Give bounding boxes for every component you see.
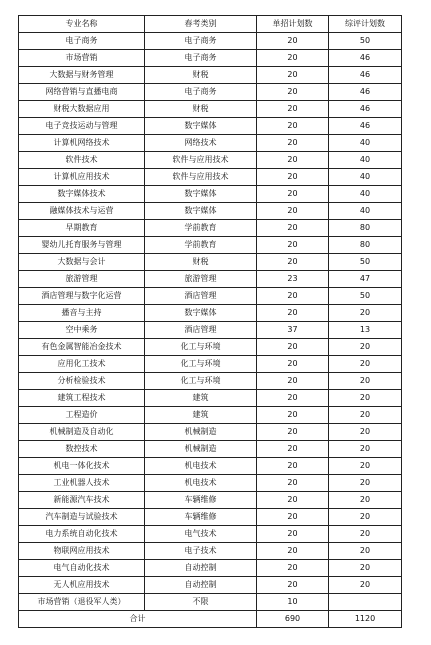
single-plan-cell: 20 [257, 152, 329, 169]
single-plan-cell: 10 [257, 594, 329, 611]
major-name-cell: 无人机应用技术 [19, 577, 145, 594]
table-row [19, 169, 402, 186]
category-cell: 建筑 [145, 390, 257, 407]
category-cell: 电子技术 [145, 543, 257, 560]
table-row [19, 577, 402, 594]
category-cell: 旅游管理 [145, 271, 257, 288]
comprehensive-plan-cell: 46 [329, 101, 402, 118]
comprehensive-plan-cell: 40 [329, 203, 402, 220]
category-cell: 酒店管理 [145, 322, 257, 339]
category-cell: 自动控制 [145, 560, 257, 577]
single-plan-cell: 20 [257, 458, 329, 475]
table-row [19, 254, 402, 271]
comprehensive-plan-cell: 40 [329, 186, 402, 203]
table-row [19, 339, 402, 356]
major-name-cell: 工业机器人技术 [19, 475, 145, 492]
comprehensive-plan-cell: 20 [329, 390, 402, 407]
category-cell: 软件与应用技术 [145, 169, 257, 186]
major-name-cell: 空中乘务 [19, 322, 145, 339]
category-cell: 学前教育 [145, 237, 257, 254]
category-cell: 车辆维修 [145, 509, 257, 526]
major-name-cell: 市场营销 [19, 50, 145, 67]
major-name-cell: 大数据与财务管理 [19, 67, 145, 84]
table-row [19, 135, 402, 152]
table-row [19, 390, 402, 407]
comprehensive-plan-cell: 20 [329, 526, 402, 543]
comprehensive-plan-cell: 20 [329, 475, 402, 492]
enrollment-plan-sheet [18, 15, 401, 628]
single-plan-cell: 20 [257, 169, 329, 186]
comprehensive-plan-cell: 40 [329, 152, 402, 169]
table-row [19, 424, 402, 441]
major-name-cell: 汽车制造与试验技术 [19, 509, 145, 526]
category-cell: 电子商务 [145, 84, 257, 101]
category-cell: 财税 [145, 67, 257, 84]
table-row [19, 33, 402, 50]
single-plan-cell: 20 [257, 475, 329, 492]
category-cell: 财税 [145, 101, 257, 118]
comprehensive-plan-cell [329, 594, 402, 611]
table-row [19, 237, 402, 254]
major-name-cell: 数控技术 [19, 441, 145, 458]
single-plan-cell: 23 [257, 271, 329, 288]
table-footer [19, 611, 402, 628]
major-name-cell: 酒店管理与数字化运营 [19, 288, 145, 305]
category-cell: 数字媒体 [145, 305, 257, 322]
single-plan-cell: 20 [257, 186, 329, 203]
category-cell: 不限 [145, 594, 257, 611]
table-row [19, 594, 402, 611]
single-plan-cell: 20 [257, 390, 329, 407]
major-name-cell: 数字媒体技术 [19, 186, 145, 203]
major-name-cell: 计算机网络技术 [19, 135, 145, 152]
table-row [19, 441, 402, 458]
major-name-cell: 早期教育 [19, 220, 145, 237]
single-plan-cell: 20 [257, 543, 329, 560]
header-spring-exam-category: 春考类别 [145, 16, 257, 33]
header-row [19, 16, 402, 33]
major-name-cell: 融媒体技术与运营 [19, 203, 145, 220]
table-row [19, 84, 402, 101]
major-name-cell: 有色金属智能冶金技术 [19, 339, 145, 356]
comprehensive-plan-cell: 20 [329, 424, 402, 441]
category-cell: 化工与环境 [145, 339, 257, 356]
single-plan-cell: 20 [257, 118, 329, 135]
category-cell: 酒店管理 [145, 288, 257, 305]
single-plan-cell: 20 [257, 50, 329, 67]
single-plan-cell: 20 [257, 305, 329, 322]
category-cell: 机械制造 [145, 424, 257, 441]
table-row [19, 509, 402, 526]
table-row [19, 322, 402, 339]
major-name-cell: 婴幼儿托育服务与管理 [19, 237, 145, 254]
table-row [19, 101, 402, 118]
single-plan-cell: 20 [257, 135, 329, 152]
comprehensive-plan-cell: 20 [329, 543, 402, 560]
category-cell: 软件与应用技术 [145, 152, 257, 169]
single-plan-cell: 20 [257, 67, 329, 84]
major-name-cell: 市场营销（退役军人类） [19, 594, 145, 611]
major-name-cell: 新能源汽车技术 [19, 492, 145, 509]
comprehensive-plan-cell: 47 [329, 271, 402, 288]
single-plan-cell: 20 [257, 339, 329, 356]
single-plan-cell: 20 [257, 509, 329, 526]
total-comprehensive-eval: 1120 [329, 611, 402, 628]
table-row [19, 458, 402, 475]
comprehensive-plan-cell: 20 [329, 373, 402, 390]
major-name-cell: 电子竞技运动与管理 [19, 118, 145, 135]
major-name-cell: 计算机应用技术 [19, 169, 145, 186]
major-name-cell: 软件技术 [19, 152, 145, 169]
major-name-cell: 机电一体化技术 [19, 458, 145, 475]
table-row [19, 492, 402, 509]
single-plan-cell: 20 [257, 288, 329, 305]
comprehensive-plan-cell: 46 [329, 84, 402, 101]
comprehensive-plan-cell: 20 [329, 356, 402, 373]
category-cell: 化工与环境 [145, 373, 257, 390]
total-row [19, 611, 402, 628]
major-name-cell: 电气自动化技术 [19, 560, 145, 577]
single-plan-cell: 20 [257, 254, 329, 271]
major-name-cell: 应用化工技术 [19, 356, 145, 373]
table-row [19, 220, 402, 237]
category-cell: 自动控制 [145, 577, 257, 594]
major-name-cell: 大数据与会计 [19, 254, 145, 271]
single-plan-cell: 20 [257, 407, 329, 424]
single-plan-cell: 20 [257, 220, 329, 237]
category-cell: 电子商务 [145, 50, 257, 67]
comprehensive-plan-cell: 50 [329, 288, 402, 305]
single-plan-cell: 20 [257, 237, 329, 254]
table-row [19, 67, 402, 84]
table-body [19, 33, 402, 611]
major-name-cell: 电力系统自动化技术 [19, 526, 145, 543]
comprehensive-plan-cell: 13 [329, 322, 402, 339]
major-name-cell: 旅游管理 [19, 271, 145, 288]
category-cell: 电子商务 [145, 33, 257, 50]
single-plan-cell: 20 [257, 203, 329, 220]
comprehensive-plan-cell: 20 [329, 339, 402, 356]
single-plan-cell: 20 [257, 526, 329, 543]
comprehensive-plan-cell: 20 [329, 560, 402, 577]
category-cell: 机械制造 [145, 441, 257, 458]
table-row [19, 186, 402, 203]
category-cell: 电气技术 [145, 526, 257, 543]
category-cell: 化工与环境 [145, 356, 257, 373]
table-row [19, 475, 402, 492]
header-single-admission-plan: 单招计划数 [257, 16, 329, 33]
major-name-cell: 分析检验技术 [19, 373, 145, 390]
total-label: 合计 [19, 611, 257, 628]
single-plan-cell: 20 [257, 356, 329, 373]
category-cell: 建筑 [145, 407, 257, 424]
single-plan-cell: 20 [257, 560, 329, 577]
major-name-cell: 网络营销与直播电商 [19, 84, 145, 101]
major-name-cell: 工程造价 [19, 407, 145, 424]
comprehensive-plan-cell: 80 [329, 220, 402, 237]
major-name-cell: 物联网应用技术 [19, 543, 145, 560]
header-comprehensive-eval-plan: 综评计划数 [329, 16, 402, 33]
table-header [19, 16, 402, 33]
single-plan-cell: 20 [257, 424, 329, 441]
major-name-cell: 电子商务 [19, 33, 145, 50]
single-plan-cell: 20 [257, 33, 329, 50]
table-row [19, 526, 402, 543]
category-cell: 网络技术 [145, 135, 257, 152]
single-plan-cell: 37 [257, 322, 329, 339]
major-name-cell: 财税大数据应用 [19, 101, 145, 118]
comprehensive-plan-cell: 20 [329, 509, 402, 526]
table-row [19, 288, 402, 305]
comprehensive-plan-cell: 40 [329, 135, 402, 152]
comprehensive-plan-cell: 20 [329, 441, 402, 458]
single-plan-cell: 20 [257, 84, 329, 101]
table-row [19, 560, 402, 577]
category-cell: 数字媒体 [145, 118, 257, 135]
table-row [19, 356, 402, 373]
single-plan-cell: 20 [257, 492, 329, 509]
major-name-cell: 建筑工程技术 [19, 390, 145, 407]
single-plan-cell: 20 [257, 441, 329, 458]
table-row [19, 152, 402, 169]
table-row [19, 407, 402, 424]
table-row [19, 50, 402, 67]
comprehensive-plan-cell: 80 [329, 237, 402, 254]
enrollment-plan-table [18, 15, 402, 628]
table-row [19, 203, 402, 220]
table-row [19, 373, 402, 390]
major-name-cell: 机械制造及自动化 [19, 424, 145, 441]
single-plan-cell: 20 [257, 373, 329, 390]
comprehensive-plan-cell: 50 [329, 254, 402, 271]
comprehensive-plan-cell: 46 [329, 118, 402, 135]
table-row [19, 543, 402, 560]
single-plan-cell: 20 [257, 101, 329, 118]
category-cell: 机电技术 [145, 458, 257, 475]
total-single-admission: 690 [257, 611, 329, 628]
single-plan-cell: 20 [257, 577, 329, 594]
category-cell: 财税 [145, 254, 257, 271]
category-cell: 学前教育 [145, 220, 257, 237]
comprehensive-plan-cell: 20 [329, 458, 402, 475]
category-cell: 数字媒体 [145, 186, 257, 203]
comprehensive-plan-cell: 50 [329, 33, 402, 50]
comprehensive-plan-cell: 20 [329, 305, 402, 322]
category-cell: 机电技术 [145, 475, 257, 492]
category-cell: 数字媒体 [145, 203, 257, 220]
table-row [19, 305, 402, 322]
comprehensive-plan-cell: 20 [329, 407, 402, 424]
major-name-cell: 播音与主持 [19, 305, 145, 322]
comprehensive-plan-cell: 46 [329, 50, 402, 67]
header-major-name: 专业名称 [19, 16, 145, 33]
category-cell: 车辆维修 [145, 492, 257, 509]
table-row [19, 118, 402, 135]
comprehensive-plan-cell: 20 [329, 492, 402, 509]
comprehensive-plan-cell: 46 [329, 67, 402, 84]
table-row [19, 271, 402, 288]
comprehensive-plan-cell: 20 [329, 577, 402, 594]
comprehensive-plan-cell: 40 [329, 169, 402, 186]
